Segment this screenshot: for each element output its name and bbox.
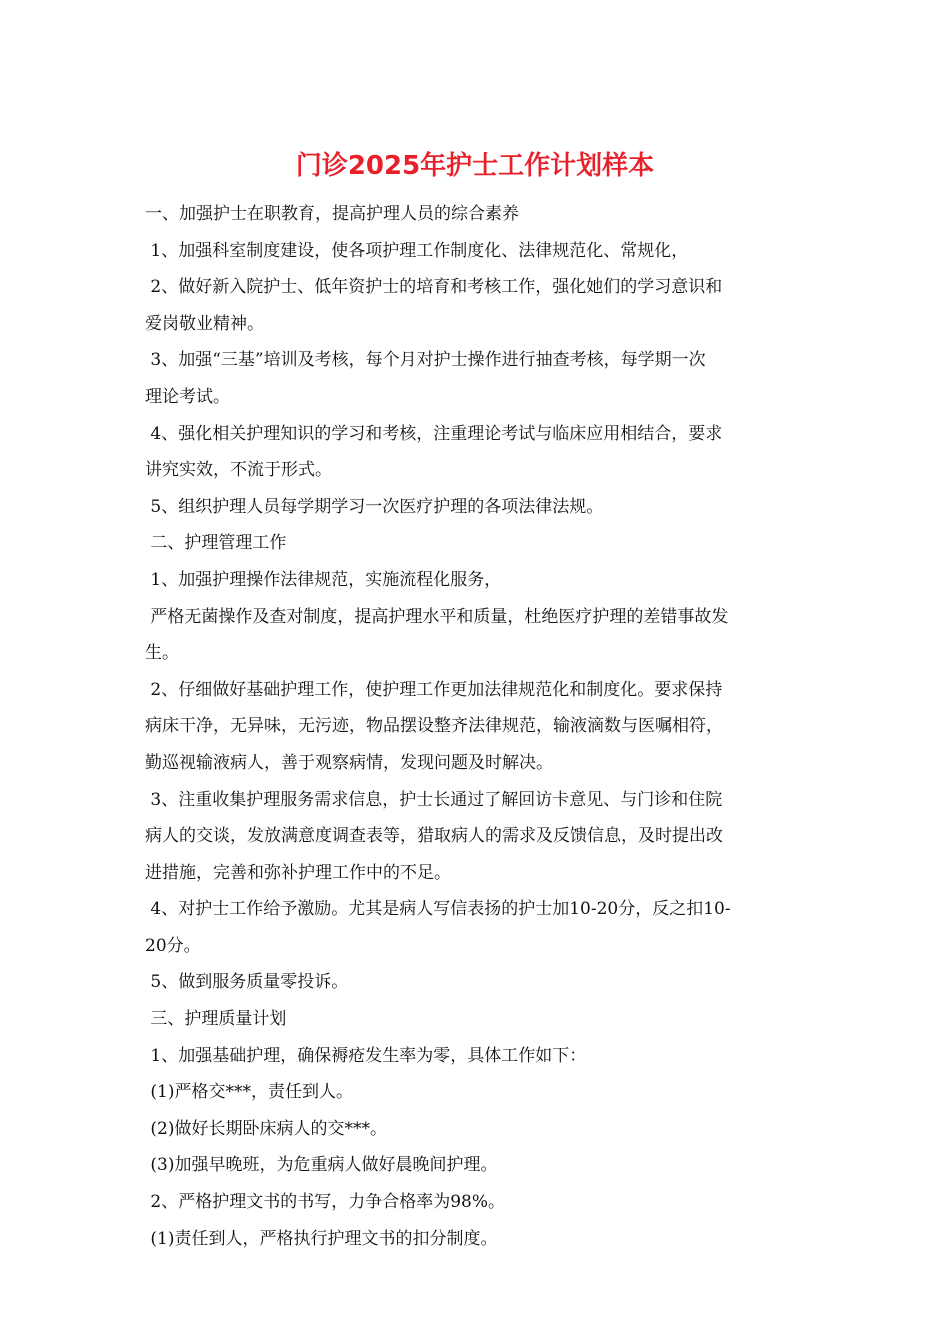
text-line: 严格无菌操作及查对制度，提高护理水平和质量，杜绝医疗护理的差错事故发 [145,606,729,627]
text-line: 1、加强护理操作法律规范，实施流程化服务， [145,569,502,590]
text-line: 5、组织护理人员每学期学习一次医疗护理的各项法律法规。 [145,496,604,517]
text-line: 1、加强基础护理，确保褥疮发生率为零，具体工作如下： [145,1045,587,1066]
text-line: 3、加强“三基”培训及考核，每个月对护士操作进行抽查考核，每学期一次 [145,350,706,371]
text-line: 病床干净，无异味，无污迹，物品摆设整齐法律规范，输液滴数与医嘱相符， [145,716,723,737]
text-line: 进措施，完善和弥补护理工作中的不足。 [145,862,451,883]
text-line: 理论考试。 [145,386,230,407]
text-line: 三、护理质量计划 [145,1009,287,1030]
text-line: 一、加强护士在职教育，提高护理人员的综合素养 [145,204,519,224]
text-line: 生。 [145,643,179,664]
text-line: 4、对护士工作给予激励。尤其是病人写信表扬的护士加10-20分，反之扣10- [145,899,731,920]
text-line: 3、注重收集护理服务需求信息，护士长通过了解回访卡意见、与门诊和住院 [145,789,723,810]
text-line: 二、护理管理工作 [145,533,287,554]
text-line: 病人的交谈，发放满意度调查表等，猎取病人的需求及反馈信息，及时提出改 [145,826,723,847]
text-line: 4、强化相关护理知识的学习和考核，注重理论考试与临床应用相结合，要求 [145,423,723,444]
text-line: (3)加强早晚班，为危重病人做好晨晚间护理。 [145,1155,498,1176]
text-line: 2、严格护理文书的书写，力争合格率为98%。 [145,1192,506,1213]
text-line: (1)责任到人，严格执行护理文书的扣分制度。 [145,1228,498,1249]
text-line: 20分。 [145,935,201,956]
text-line: 2、做好新入院护士、低年资护士的培育和考核工作，强化她们的学习意识和 [145,277,723,298]
text-line: 勤巡视输液病人，善于观察病情，发现问题及时解决。 [145,752,553,773]
document-title: 门诊2025年护士工作计划样本 [295,151,655,181]
text-line: 讲究实效，不流于形式。 [145,460,332,481]
document-body [145,196,813,1257]
text-line: (1)严格交***，责任到人。 [145,1082,353,1103]
text-line: 1、加强科室制度建设，使各项护理工作制度化、法律规范化、常规化， [145,240,689,261]
text-line: 5、做到服务质量零投诉。 [145,972,349,993]
text-line: 爱岗敬业精神。 [145,313,264,334]
text-line: (2)做好长期卧床病人的交***。 [145,1118,387,1139]
text-line: 2、仔细做好基础护理工作，使护理工作更加法律规范化和制度化。要求保持 [145,679,723,700]
